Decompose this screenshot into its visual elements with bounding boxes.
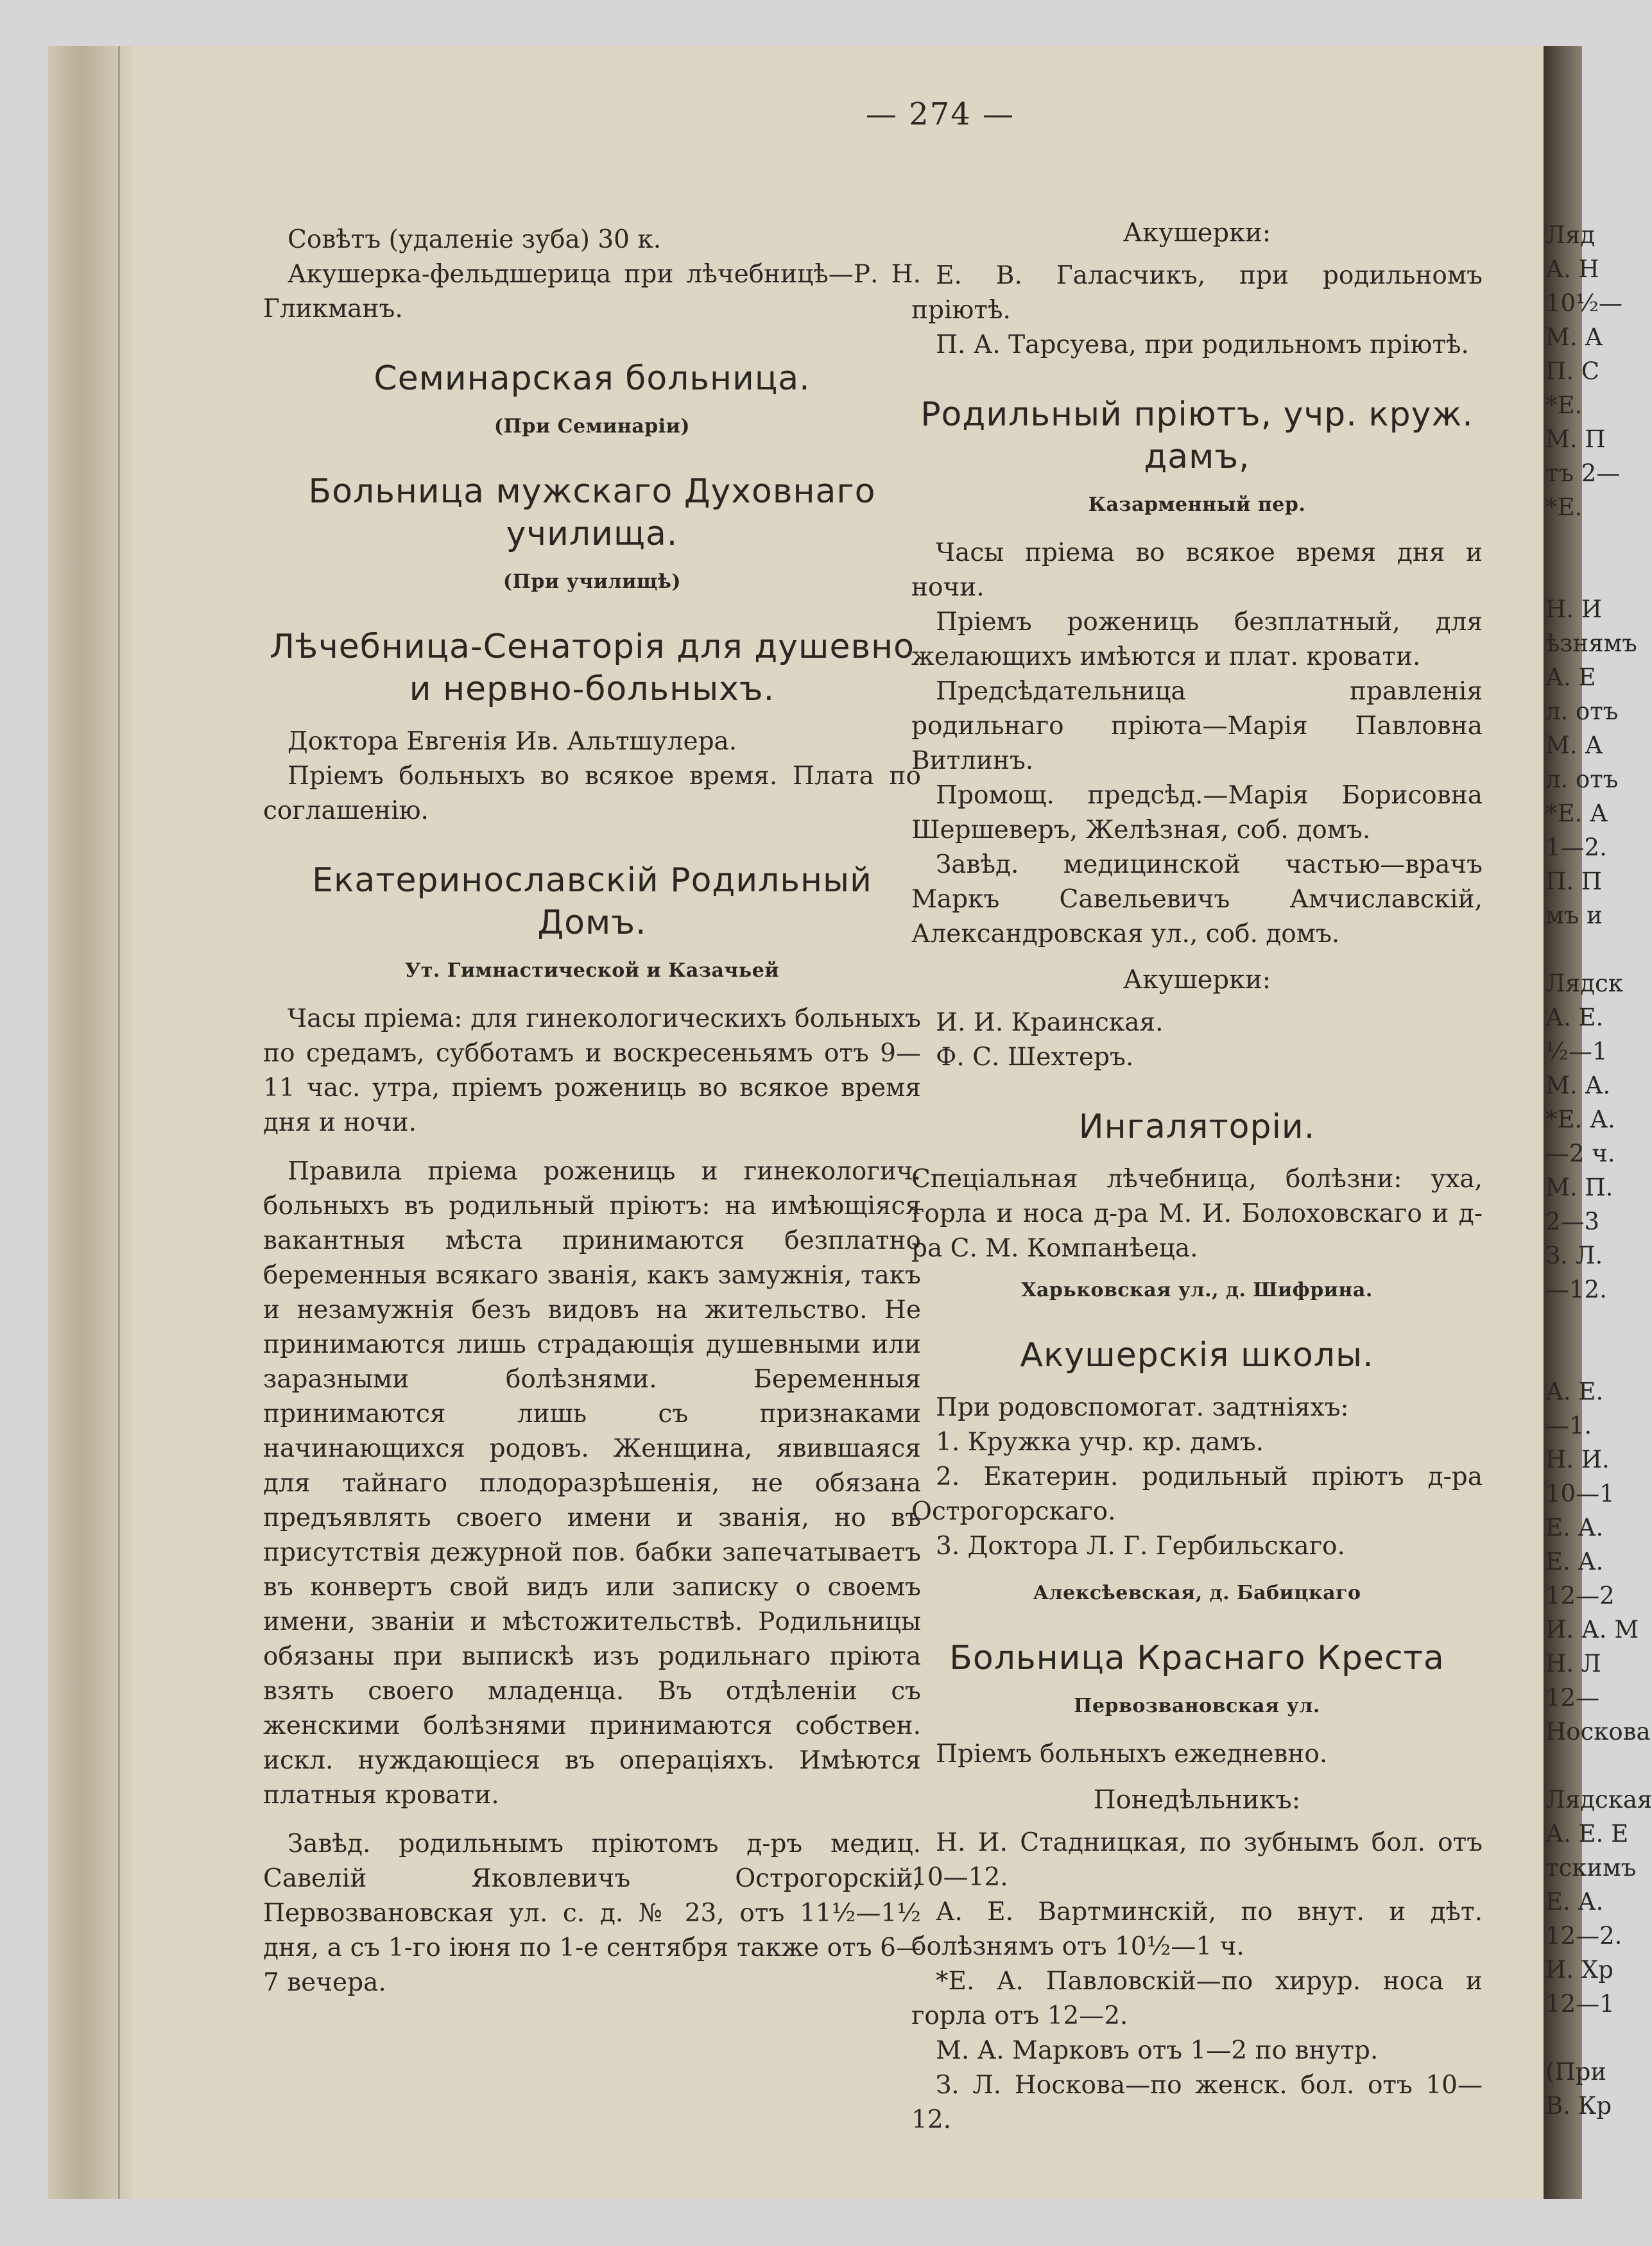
text-paragraph: Часы пріема во всякое время дня и ночи. (911, 538, 1483, 602)
fragment-line (1545, 1749, 1625, 1783)
fragment-line: 12— (1545, 1684, 1600, 1711)
fragment-line: Е. А. (1545, 1888, 1604, 1916)
text-paragraph: Е. В. Галасчикъ, при родильномъ пріютѣ. (911, 261, 1483, 325)
fragment-line: Н. И (1545, 596, 1603, 623)
fragment-line: л. отъ (1545, 766, 1619, 793)
fragment-line: Носкова (1545, 1718, 1651, 1745)
fragment-line: л. отъ (1545, 698, 1619, 725)
text-paragraph: Предсѣдательница правленія родильнаго пріюта—Марія Павловна Витлинъ. (911, 677, 1483, 775)
text-paragraph: *Е. А. Павловскій—по хирур. носа и горла отъ 12—2. (911, 1967, 1483, 2030)
text-paragraph: Завѣд. родильнымъ пріютомъ д-ръ медиц. Савелій Яковлевичъ Острогорскій, Первозвановская ул. с. д. № 23, отъ 11½—1½ дня, а съ 1-го іюня по 1-е сентября также отъ 6—7 вечера. (263, 1830, 921, 1997)
fragment-line: М. А (1545, 323, 1603, 351)
fragment-line: Е. А. (1545, 1514, 1604, 1541)
middle-column (911, 216, 1483, 2138)
text-paragraph: При родовспомогат. задтніяхъ: (936, 1393, 1349, 1422)
fragment-line (1545, 524, 1625, 558)
fragment-line: 2—3 (1545, 1208, 1600, 1235)
section-subtitle: Харьковская ул., д. Шифрина. (1021, 1279, 1373, 1301)
fragment-line (1545, 558, 1625, 592)
text-paragraph: Доктора Евгенія Ив. Альтшулера. (288, 727, 737, 756)
fragment-line: Лядск (1545, 970, 1623, 997)
fragment-line: 12—2. (1545, 1922, 1622, 1950)
left-column (263, 223, 921, 2000)
fragment-line: *Е. А (1545, 800, 1608, 827)
section-heading-priyut: Родильный пріютъ, учр. круж. дамъ, (920, 395, 1474, 476)
text-paragraph: М. А. Марковъ отъ 1—2 по внутр. (936, 2036, 1379, 2065)
fragment-line: М. А (1545, 732, 1603, 759)
fragment-line: тскимъ (1545, 1854, 1637, 1882)
fragment-line: —1. (1545, 1412, 1592, 1439)
fragment-line: *Е. (1545, 391, 1583, 419)
section-heading-ingal: Ингаляторіи. (1078, 1108, 1316, 1146)
text-paragraph: З. Л. Носкова—по женск. бол. отъ 10—12. (911, 2071, 1483, 2134)
fragment-line (1545, 2021, 1625, 2055)
text-paragraph: Пріемъ рожениць безплатный, для желающихъ имѣются и плат. кровати. (911, 608, 1483, 671)
next-page-fragment (1545, 218, 1652, 2123)
fragment-line: М. А. (1545, 1072, 1611, 1099)
text-paragraph: Пріемъ больныхъ ежедневно. (936, 1740, 1328, 1769)
fragment-line (1545, 1341, 1625, 1375)
fragment-line: 12—1 (1545, 1990, 1615, 2018)
book-binding (48, 46, 132, 2199)
book-page (48, 46, 1550, 2199)
text-paragraph: П. А. Тарсуева, при родильномъ пріютѣ. (936, 330, 1469, 359)
section-subtitle: (При училищѣ) (503, 570, 682, 593)
fragment-line: 10—1 (1545, 1480, 1615, 1507)
text-paragraph: 1. Кружка учр. кр. дамъ. (936, 1428, 1264, 1457)
fragment-line (1545, 1307, 1625, 1341)
text-paragraph: А. Е. Вартминскій, по внут. и дѣт. болѣзнямъ отъ 10½—1 ч. (911, 1898, 1483, 1961)
fragment-line: Ляд (1545, 221, 1595, 249)
page-number: — 274 — (865, 96, 1015, 132)
fragment-line: М. П (1545, 425, 1606, 453)
fragment-line: —12. (1545, 1276, 1607, 1303)
fragment-line: З. Л. (1545, 1242, 1603, 1269)
fragment-line: А. Е. (1545, 1004, 1604, 1031)
text-paragraph: Правила пріема рожениць и гинекологич. больныхъ въ родильный пріютъ: на имѣющіяся вакантныя мѣста принимаются безплатно беременныя всякаго званія, какъ замужнія, такъ и незамужнія безъ видовъ на жительство. Не принимаются лишь страдающія душевными или заразными болѣзнями. Беременныя принимаются лишь съ признаками начинающихся родовъ. Женщина, явившаяся для тайнаго плодоразрѣшенія, не обязана предъявлять своего имени и званія, но въ присутствія дежурной пов. бабки запечатываетъ въ конвертъ свой видъ или записку о своемъ имени, званіи и мѣстожительствѣ. Родильницы обязаны при выпискѣ изъ родильнаго пріюта взять своего младенца. Въ отдѣленіи съ женскими болѣзнями принимаются собствен. искл. нуждающіеся въ операціяхъ. Имѣются платныя кровати. (263, 1157, 921, 1810)
section-heading-rodilny: Екатеринославскій Родильный Домъ. (312, 861, 872, 942)
fragment-line: Лядская (1545, 1786, 1652, 1813)
text-paragraph: 3. Доктора Л. Г. Гербильскаго. (936, 1532, 1345, 1561)
section-heading-uchilische: Больница мужскаго Духовнаго училища. (308, 472, 876, 553)
text-paragraph: Совѣтъ (удаленіе зуба) 30 к. (288, 225, 662, 254)
caption-akusherki: Акушерки: (1123, 218, 1271, 248)
fragment-line: 10½— (1545, 289, 1622, 317)
caption-ponedelnik: Понедѣльникъ: (1093, 1785, 1301, 1815)
fragment-line: В. Кр (1545, 2092, 1612, 2120)
section-subtitle: Ут. Гимнастической и Казачьей (404, 959, 780, 982)
fragment-line: П. П (1545, 868, 1603, 895)
section-heading-sanatorium: Лѣчебница-Сенаторія для душевно и нервно-больныхъ. (270, 628, 915, 708)
fragment-line: А. Н (1545, 255, 1599, 283)
text-paragraph: Ф. С. Шехтеръ. (936, 1043, 1134, 1072)
section-heading-krest: Больница Краснаго Креста (949, 1639, 1445, 1677)
text-paragraph: Н. И. Стадницкая, по зубнымъ бол. отъ 10—12. (911, 1828, 1483, 1892)
text-paragraph: И. И. Краинская. (936, 1008, 1164, 1037)
text-paragraph: Пріемъ больныхъ во всякое время. Плата по соглашенію. (263, 762, 921, 825)
fragment-line: М. П. (1545, 1174, 1613, 1201)
fragment-line (1545, 932, 1625, 966)
fragment-line: ѣзнямъ (1545, 630, 1637, 657)
text-paragraph: 2. Екатерин. родильный пріютъ д-ра Острогорскаго. (911, 1462, 1483, 1526)
text-paragraph: Промощ. предсѣд.—Марія Борисовна Шершеверъ, Желѣзная, соб. домъ. (911, 781, 1483, 844)
fragment-line: *Е. А. (1545, 1106, 1615, 1133)
fragment-line: тъ 2— (1545, 459, 1621, 487)
section-subtitle: Первозвановская ул. (1074, 1695, 1320, 1717)
fragment-line: Е. А. (1545, 1548, 1604, 1575)
text-paragraph: Акушерка-фельдшерица при лѣчебницѣ—Р. Н. Гликманъ. (263, 260, 921, 323)
fragment-line: —2 ч. (1545, 1140, 1615, 1167)
section-heading-seminary: Семинарская больница. (374, 359, 811, 398)
fragment-line: И. Хр (1545, 1956, 1613, 1984)
fragment-line: А. Е (1545, 664, 1596, 691)
fragment-line: Н. И. (1545, 1446, 1610, 1473)
section-subtitle: Алексѣевская, д. Бабицкаго (1033, 1582, 1361, 1604)
fragment-line: А. Е. (1545, 1378, 1604, 1405)
text-paragraph: Часы пріема: для гинекологическихъ больныхъ по средамъ, субботамъ и воскресеньямъ отъ 9—11 час. утра, пріемъ рожениць во всякое время дня и ночи. (263, 1004, 921, 1137)
fragment-line: И. А. М (1545, 1616, 1639, 1643)
fragment-line: А. Е. Е (1545, 1820, 1629, 1847)
fragment-line: ½—1 (1545, 1038, 1608, 1065)
fragment-lines (1545, 218, 1652, 2123)
caption-akusherki: Акушерки: (1123, 965, 1271, 995)
text-paragraph: Спеціальная лѣчебница, болѣзни: уха, горла и носа д-ра М. И. Болоховскаго и д-ра С. М. Компанѣеца. (911, 1165, 1483, 1263)
fragment-line: 12—2 (1545, 1582, 1615, 1609)
fragment-line: Н. Л (1545, 1650, 1601, 1677)
section-subtitle: (При Семинаріи) (494, 415, 691, 438)
text-paragraph: Завѣд. медицинской частью—врачъ Маркъ Савельевичъ Амчиславскій, Александровская ул., соб. домъ. (911, 850, 1483, 948)
fragment-line: П. С (1545, 357, 1600, 385)
fragment-line: мъ и (1545, 902, 1603, 929)
fragment-line: 1—2. (1545, 834, 1607, 861)
section-heading-shkoly: Акушерскія школы. (1020, 1336, 1374, 1375)
fragment-line: *Е. (1545, 493, 1583, 521)
section-subtitle: Казарменный пер. (1088, 493, 1306, 516)
fragment-line: (При (1545, 2058, 1607, 2086)
